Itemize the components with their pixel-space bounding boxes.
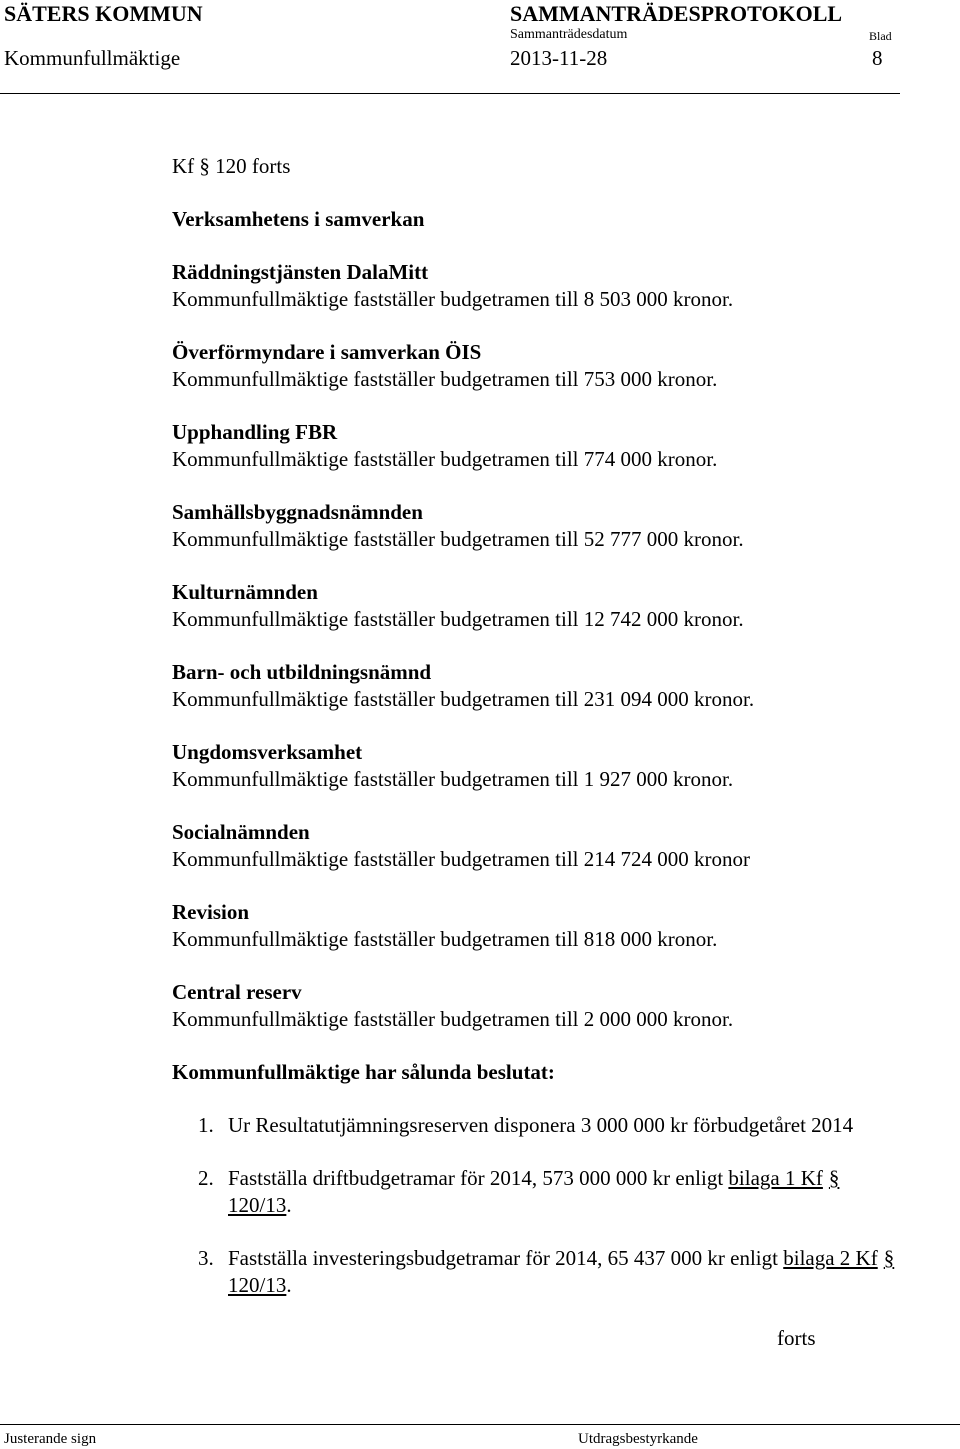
document-type: SAMMANTRÄDESPROTOKOLL [510, 1, 843, 26]
item-heading: Ungdomsverksamhet [172, 740, 363, 764]
footer-certification-label: Utdragsbestyrkande [578, 1431, 698, 1447]
decision-number: 3. [198, 1246, 214, 1270]
item-text: Kommunfullmäktige fastställer budgetramen till 774 000 kronor. [172, 447, 718, 471]
item-text: Kommunfullmäktige fastställer budgetramen till 52 777 000 kronor. [172, 527, 744, 551]
attachment-link-number[interactable]: 120/13 [228, 1193, 287, 1217]
decision-end: . [286, 1193, 292, 1217]
budget-item [172, 419, 932, 473]
budget-item [172, 819, 932, 873]
resolution-heading: Kommunfullmäktige har sålunda beslutat: [172, 1060, 555, 1084]
meeting-date: 2013-11-28 [510, 46, 608, 70]
decision-number: 1. [198, 1113, 214, 1137]
item-heading: Upphandling FBR [172, 420, 338, 444]
item-heading: Kulturnämnden [172, 580, 318, 604]
item-text: Kommunfullmäktige fastställer budgetramen till 12 742 000 kronor. [172, 607, 744, 631]
decision-item [172, 1112, 932, 1139]
decision-text: Fastställa investeringsbudgetramar för 2014, 65 437 000 kr enligt [228, 1246, 784, 1270]
budget-item [172, 659, 932, 713]
budget-item [172, 899, 932, 953]
budget-item [172, 499, 932, 553]
item-heading: Socialnämnden [172, 820, 310, 844]
item-text: Kommunfullmäktige fastställer budgetramen till 8 503 000 kronor. [172, 287, 734, 311]
budget-item [172, 739, 932, 793]
footer-rule [0, 1424, 960, 1425]
body-name: Kommunfullmäktige [4, 46, 181, 70]
item-text: Kommunfullmäktige fastställer budgetramen till 753 000 kronor. [172, 367, 718, 391]
item-text: Kommunfullmäktige fastställer budgetramen till 231 094 000 kronor. [172, 687, 755, 711]
section-symbol: § [828, 1166, 840, 1190]
page-label: Blad [869, 29, 892, 43]
item-heading: Samhällsbyggnadsnämnden [172, 500, 423, 524]
protocol-body [172, 153, 932, 1325]
attachment-link[interactable]: bilaga 1 Kf [728, 1166, 823, 1190]
kf-number: 120 forts [215, 154, 291, 178]
item-text: Kommunfullmäktige fastställer budgetramen till 2 000 000 kronor. [172, 1007, 734, 1031]
item-heading: Räddningstjänsten DalaMitt [172, 260, 429, 284]
continued-label: forts [777, 1326, 816, 1350]
budget-item [172, 339, 932, 393]
item-text: Kommunfullmäktige fastställer budgetramen till 214 724 000 kronor [172, 847, 750, 871]
budget-item [172, 579, 932, 633]
decision-item [172, 1165, 932, 1219]
decision-number: 2. [198, 1166, 214, 1190]
header-rule [0, 93, 900, 94]
paragraph-reference [172, 153, 932, 180]
decision-item [172, 1245, 932, 1299]
item-heading: Överförmyndare i samverkan ÖIS [172, 340, 482, 364]
item-heading: Revision [172, 900, 250, 924]
section-title: Verksamhetens i samverkan [172, 207, 425, 231]
decision-text: Ur Resultatutjämningsreserven disponera 3 000 000 kr förbudgetåret 2014 [228, 1113, 854, 1137]
decision-end: . [286, 1273, 292, 1297]
budget-item [172, 259, 932, 313]
attachment-link[interactable]: bilaga 2 Kf [783, 1246, 878, 1270]
budget-item [172, 979, 932, 1033]
item-text: Kommunfullmäktige fastställer budgetramen till 818 000 kronor. [172, 927, 718, 951]
item-heading: Barn- och utbildningsnämnd [172, 660, 432, 684]
decision-list [172, 1112, 932, 1299]
attachment-link-number[interactable]: 120/13 [228, 1273, 287, 1297]
section-symbol: § [199, 154, 210, 178]
date-label: Sammanträdesdatum [510, 27, 628, 42]
decision-text: Fastställa driftbudgetramar för 2014, 573 000 000 kr enligt [228, 1166, 729, 1190]
section-symbol: § [883, 1246, 895, 1270]
municipality-name: SÄTERS KOMMUN [4, 1, 203, 26]
footer-signature-label: Justerande sign [4, 1431, 97, 1447]
item-text: Kommunfullmäktige fastställer budgetramen till 1 927 000 kronor. [172, 767, 734, 791]
kf-prefix: Kf [172, 154, 195, 178]
page-number: 8 [872, 46, 883, 70]
item-heading: Central reserv [172, 980, 302, 1004]
